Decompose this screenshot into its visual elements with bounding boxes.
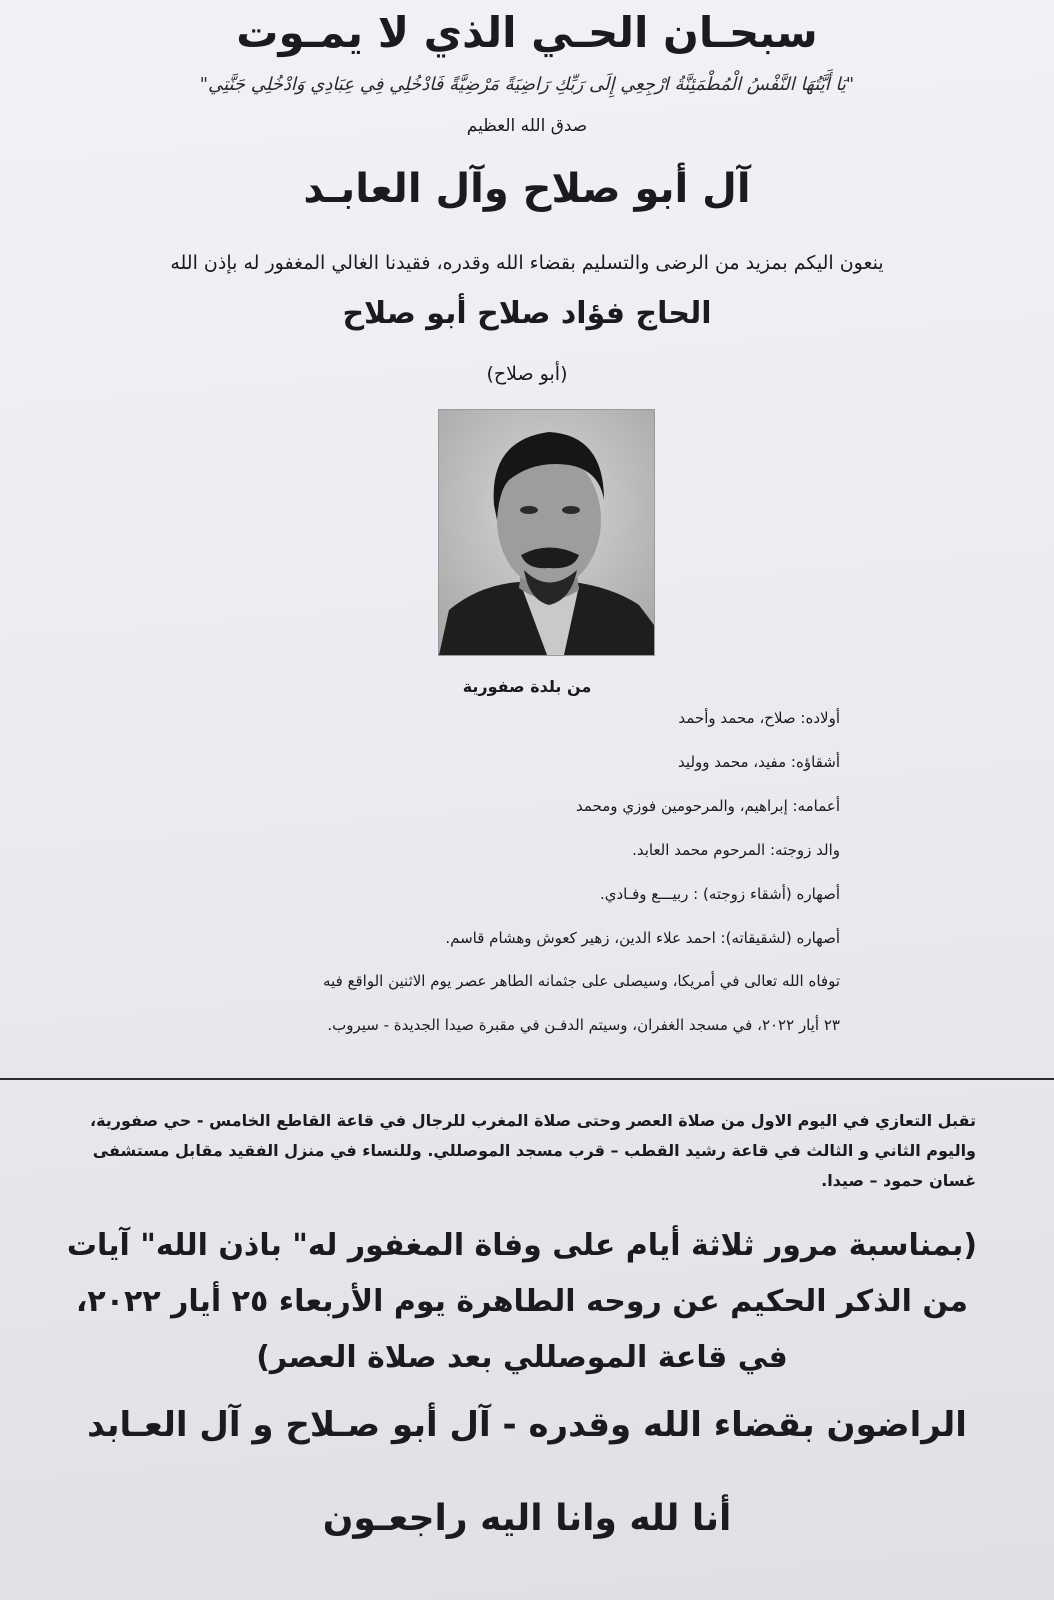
relatives-wife-brothers: أصهاره (أشقاء زوجته) : ربيـــع وفـادي. [599,885,840,903]
portrait-image [439,410,654,655]
funeral-details-line2: ٢٣ أيار ٢٠٢٢، في مسجد الغفران، وسيتم الدفـن في مقبرة صيدا الجديدة - سيروب. [327,1016,840,1034]
closing-signature: الراضون بقضاء الله وقدره - آل أبو صـلاح و آل العـابد [87,1405,967,1445]
relatives-father-in-law: والد زوجته: المرحوم محمد العابد. [632,841,840,859]
relatives-brothers: أشقاؤه: مفيد، محمد ووليد [678,753,840,771]
deceased-portrait [438,409,655,656]
deceased-nickname: (أبو صلاح) [486,363,568,385]
funeral-details-line1: توفاه الله تعالى في أمريكا، وسيصلى على جثمانه الطاهر عصر يوم الاثنين الواقع فيه [323,972,840,990]
deceased-name: الحاج فؤاد صلاح أبو صلاح [342,296,712,331]
condolences-info: تقبل التعازي في اليوم الاول من صلاة العصر وحتى صلاة المغرب للرجال في قاعة القاطع الخامس - حي صفورية، واليوم الثاني و الثالث في قاعة رشيد القطب – قرب مسجد الموصللي. وللنساء في منزل الفقيد مقابل مستشفى غسان حمود – صيدا. [90,1111,976,1190]
relatives-sisters-husbands: أصهاره (لشقيقاته): احمد علاء الدين، زهير كعوش وهشام قاسم. [445,929,840,947]
announcement-line: ينعون اليكم بمزيد من الرضى والتسليم بقضاء الله وقدره، فقيدنا الغالي المغفور له بإذن الله [170,252,884,274]
header-title: سبحـان الحـي الذي لا يمـوت [236,8,818,57]
relatives-uncles: أعمامه: إبراهيم، والمرحومين فوزي ومحمد [576,797,840,815]
relatives-children: أولاده: صلاح، محمد وأحمد [678,709,840,727]
closing-verse: أنا لله وانا اليه راجعـون [322,1498,732,1539]
memorial-announcement: (بمناسبة مرور ثلاثة أيام على وفاة المغفور له" باذن الله" آيات من الذكر الحكيم عن روحه الطاهرة يوم الأربعاء ٢٥ أيار ٢٠٢٢، في قاعة الموصللي بعد صلاة العصر) [66,1228,978,1375]
section-divider [0,1078,1054,1080]
quran-verse: "يَا أَيَّتُهَا النَّفْسُ الْمُطْمَئِنَّةُ ارْجِعِي إِلَى رَبِّكِ رَاضِيَةً مَرْضِيَّةً فَادْخُلِي فِي عِبَادِي وَادْخُلِي جَنَّتِي" [199,74,855,95]
family-names: آل أبو صلاح وآل العابـد [303,166,751,212]
hometown: من بلدة صفورية [462,677,592,696]
verse-closing: صدق الله العظيم [466,116,588,136]
